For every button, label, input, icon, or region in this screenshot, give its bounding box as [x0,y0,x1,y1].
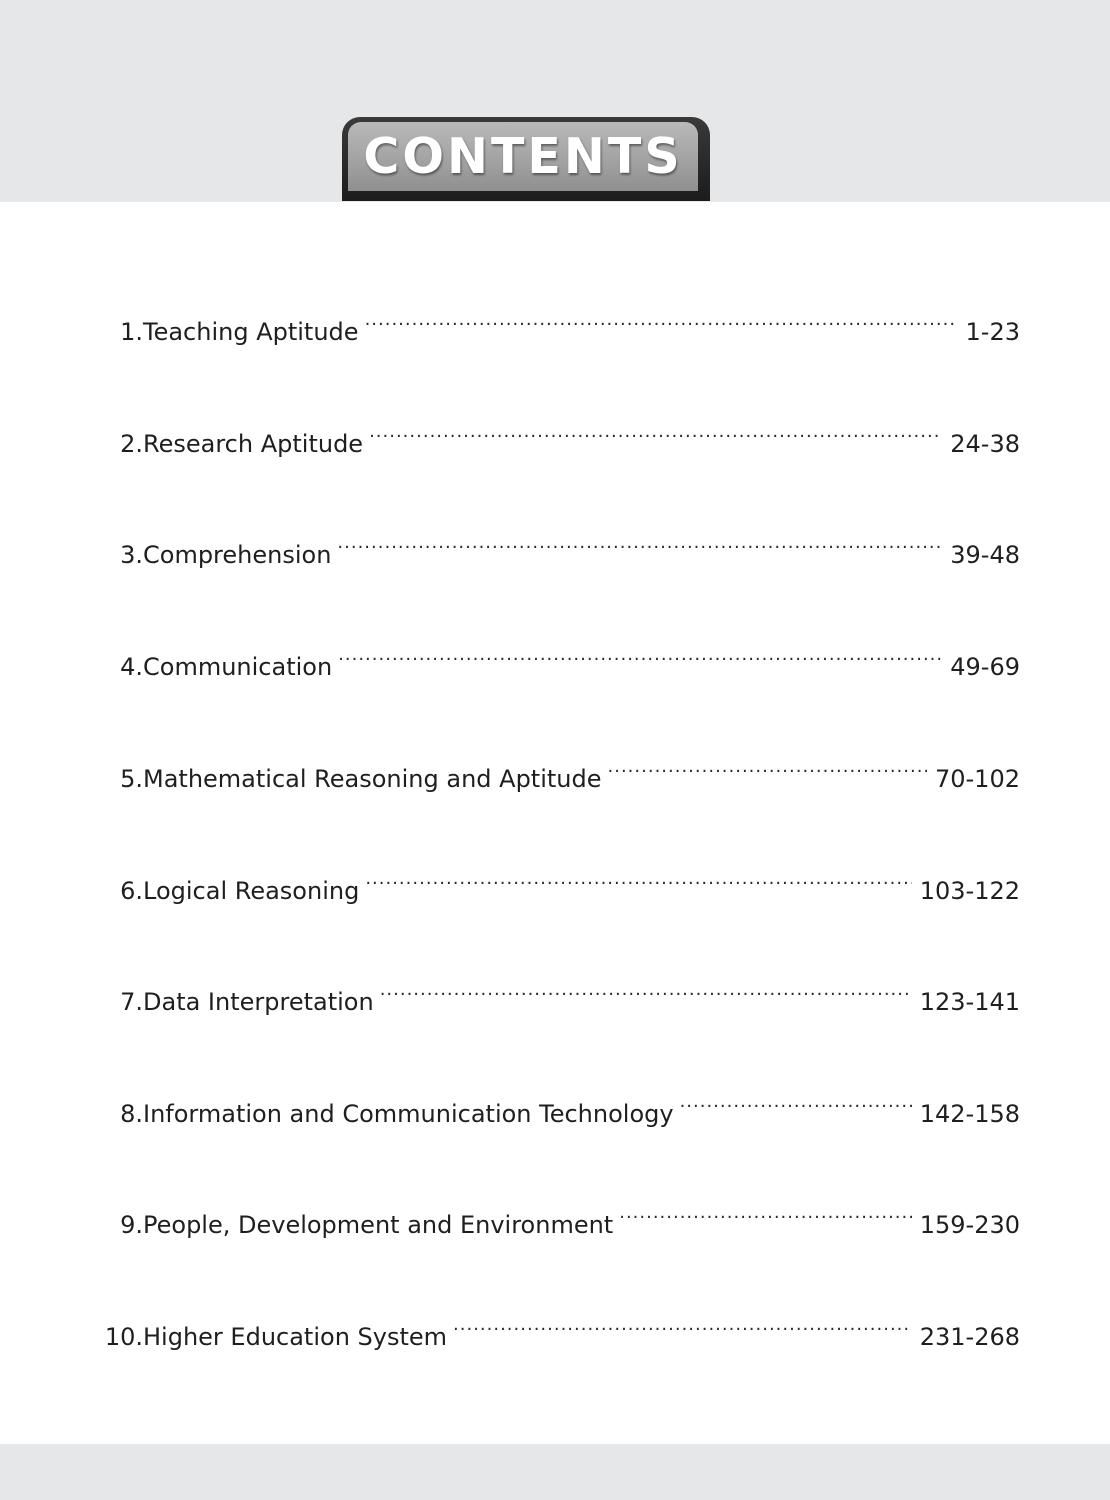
dot-leader [453,1305,912,1345]
entry-title: Comprehension [143,541,332,569]
entry-number: 6. [120,877,143,905]
entry-number: 4. [120,653,143,681]
contents-title-inner [348,122,698,191]
entry-pages: 24-38 [950,430,1020,458]
entry-number: 9. [120,1211,143,1239]
toc-entry [96,747,1020,793]
dot-leader [680,1082,912,1122]
contents-title-plate [342,117,710,201]
page-title: CONTENTS [363,128,683,185]
entry-pages: 39-48 [950,541,1020,569]
toc-entry [96,859,1020,905]
entry-title: Higher Education System [143,1323,448,1351]
entry-title: Mathematical Reasoning and Aptitude [143,765,602,793]
entry-title: Communication [143,653,333,681]
dot-leader [619,1193,912,1233]
entry-pages: 103-122 [919,877,1020,905]
entry-title: Teaching Aptitude [143,318,359,346]
toc-entry [96,300,1020,346]
toc-entry [96,1305,1020,1351]
entry-pages: 49-69 [950,653,1020,681]
entry-number: 5. [120,765,143,793]
entry-number: 10. [104,1323,143,1351]
entry-pages: 70-102 [934,765,1020,793]
entry-title: Logical Reasoning [143,877,360,905]
dot-leader [365,300,958,340]
entry-pages: 159-230 [919,1211,1020,1239]
dot-leader [380,970,912,1010]
dot-leader [608,747,927,787]
toc-entry [96,412,1020,458]
entry-title: Research Aptitude [143,430,364,458]
dot-leader [369,412,942,452]
toc-entry [96,970,1020,1016]
entry-number: 2. [120,430,143,458]
entry-number: 8. [120,1100,143,1128]
entry-title: Information and Communication Technology [143,1100,674,1128]
entry-number: 7. [120,988,143,1016]
entry-number: 3. [120,541,143,569]
entry-title: Data Interpretation [143,988,374,1016]
toc-entry [96,1193,1020,1239]
footer-band [0,1444,1110,1500]
entry-pages: 231-268 [919,1323,1020,1351]
entry-pages: 1-23 [965,318,1020,346]
toc-entry [96,1082,1020,1128]
dot-leader [365,859,911,899]
entry-pages: 142-158 [919,1100,1020,1128]
toc-entry [96,523,1020,569]
toc-entry [96,635,1020,681]
entry-number: 1. [120,318,143,346]
dot-leader [337,523,942,563]
entry-title: People, Development and Environment [143,1211,614,1239]
dot-leader [338,635,942,675]
entry-pages: 123-141 [919,988,1020,1016]
